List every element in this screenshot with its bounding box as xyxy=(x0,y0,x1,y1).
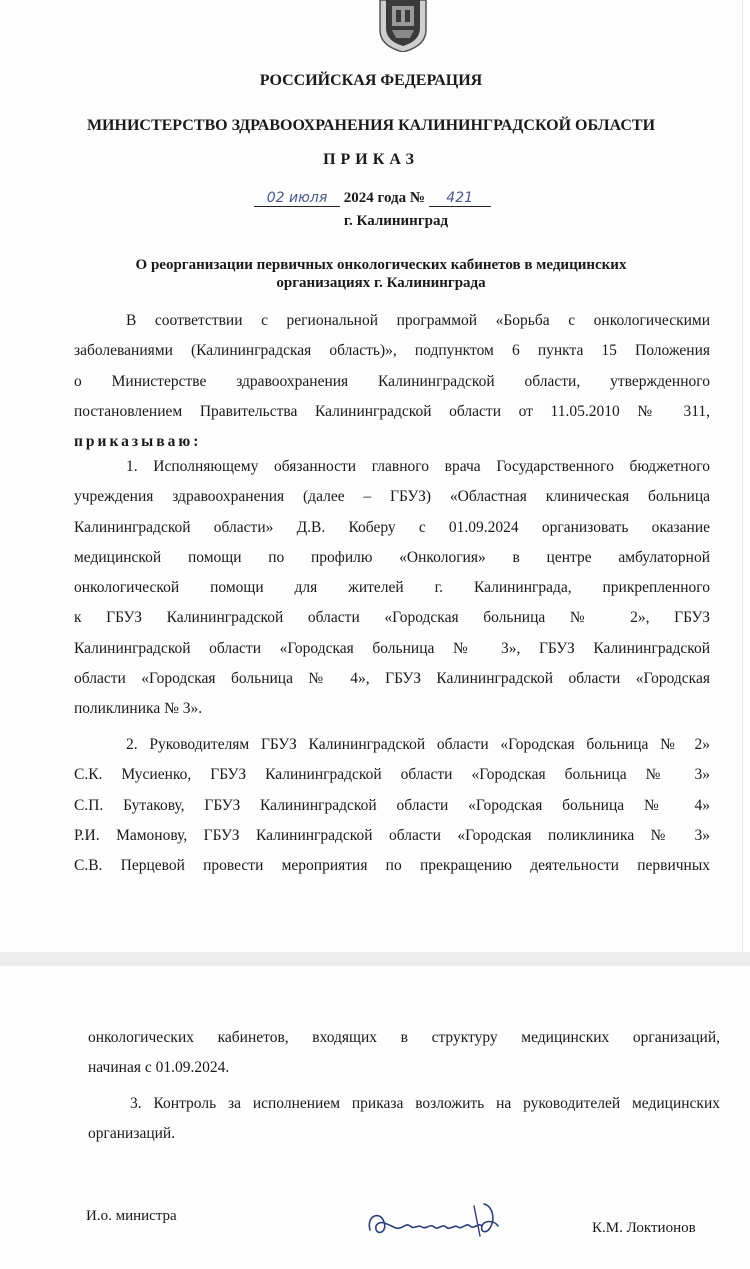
handwritten-signature xyxy=(362,1196,512,1248)
text-line: онкологической помощи для жителей г. Калининграда, прикрепленного xyxy=(74,579,710,597)
text-line: к ГБУЗ Калининградской области «Городская больница № 2», ГБУЗ xyxy=(74,609,710,627)
item-3-line: 3. Контроль за исполнением приказа возложить на руководителей медицинских xyxy=(130,1095,720,1112)
text-line: Калининградской области» Д.В. Коберу с 01.09.2024 организовать оказание xyxy=(74,518,710,536)
text-line: организаций. xyxy=(88,1125,176,1142)
page-2-text xyxy=(88,1023,720,1149)
order-number-handwritten: 421 xyxy=(429,190,491,207)
order-date-handwritten: 02 июля xyxy=(254,190,340,207)
text-line: начиная с 01.09.2024. xyxy=(88,1059,230,1076)
text-line: постановлением Правительства Калининградской области от 11.05.2010 № 311, xyxy=(74,402,710,420)
text-line: учреждения здравоохранения (далее – ГБУЗ) «Областная клиническая больница xyxy=(74,488,710,506)
header-country: РОССИЙСКАЯ ФЕДЕРАЦИЯ xyxy=(259,72,483,89)
order-year: 2024 года № xyxy=(343,190,425,206)
text-line: области «Городская больница № 4», ГБУЗ Калининградской области «Городская xyxy=(74,670,710,688)
text-line: В соответствии с региональной программой «Борьба с онкологическими xyxy=(126,312,710,329)
order-word: приказываю: xyxy=(74,433,202,451)
text-line: о Министерстве здравоохранения Калининградской области, утвержденного xyxy=(74,372,710,390)
order-title xyxy=(96,256,666,292)
order-dateline xyxy=(254,190,491,207)
header-ministry: МИНИСТЕРСТВО ЗДРАВООХРАНЕНИЯ КАЛИНИНГРАДСКОЙ ОБЛАСТИ xyxy=(86,117,656,134)
text-line: С.К. Мусиенко, ГБУЗ Калининградской области «Городская больница № 3» xyxy=(74,766,710,784)
text-line: медицинской помощи по профилю «Онкология» в центре амбулаторной xyxy=(74,548,710,566)
signatory-name: К.М. Локтионов xyxy=(592,1220,696,1236)
text-line: 1. Исполняющему обязанности главного врача Государственного бюджетного xyxy=(126,458,710,475)
text-line: Калининградской области «Городская больница № 3», ГБУЗ Калининградской xyxy=(74,639,710,657)
text-line: поликлиника № 3». xyxy=(74,700,203,718)
order-city: г. Калининград xyxy=(343,213,449,229)
item-2-paragraph xyxy=(74,730,710,881)
text-line: С.В. Перцевой провести мероприятия по прекращению деятельности первичных xyxy=(74,857,710,875)
signatory-role: И.о. министра xyxy=(86,1208,177,1224)
title-line: О реорганизации первичных онкологических кабинетов в медицинских xyxy=(135,257,627,273)
text-line: онкологических кабинетов, входящих в структуру медицинских организаций, xyxy=(88,1029,720,1046)
item-1-paragraph xyxy=(74,452,710,725)
text-line: 2. Руководителям ГБУЗ Калининградской области «Городская больница № 2» xyxy=(126,736,710,753)
text-line: Р.И. Мамонову, ГБУЗ Калининградской области «Городская поликлиника № 3» xyxy=(74,826,710,844)
text-line: С.П. Бутакову, ГБУЗ Калининградской области «Городская больница № 4» xyxy=(74,796,710,814)
text-line: заболеваниями (Калининградская область)», подпунктом 6 пункта 15 Положения xyxy=(74,342,710,360)
coat-of-arms-emblem xyxy=(372,0,434,52)
intro-paragraph xyxy=(74,306,710,457)
header-doc-type: ПРИКАЗ xyxy=(323,151,419,168)
title-line: организациях г. Калининграда xyxy=(276,275,486,291)
page-separator xyxy=(0,952,750,966)
